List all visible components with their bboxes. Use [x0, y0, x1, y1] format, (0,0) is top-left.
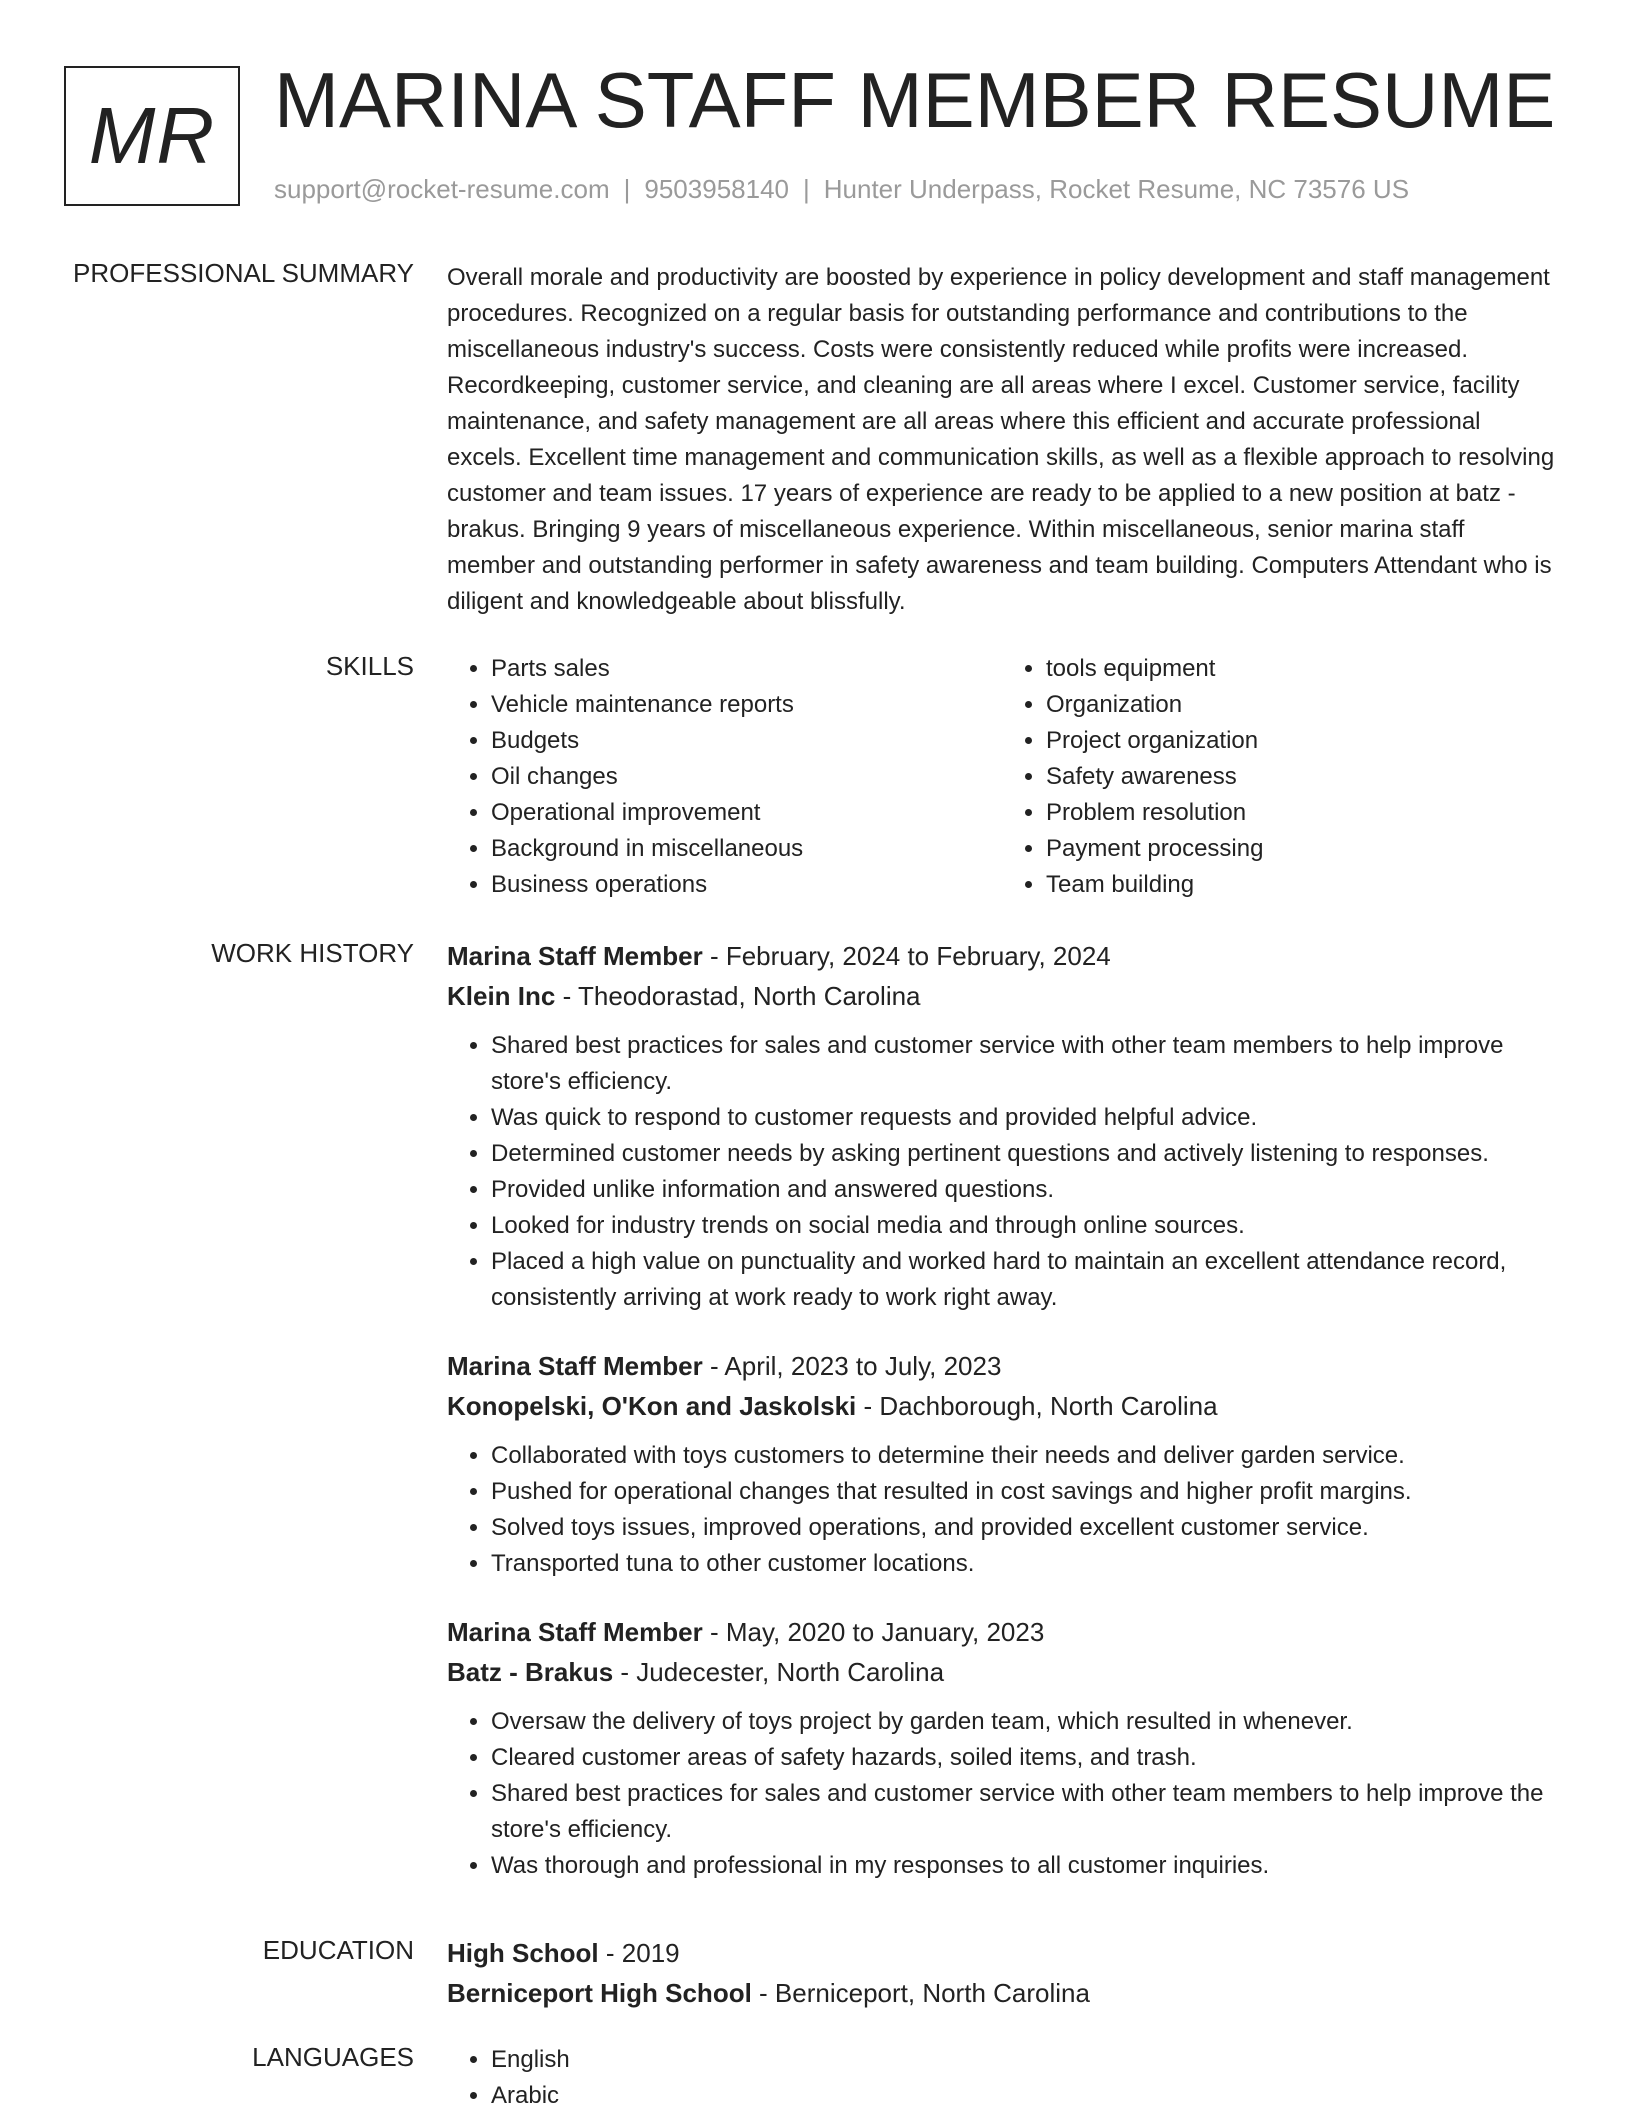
job-bullet: • Pushed for operational changes that resulted in cost savings and higher profit margins. [491, 1474, 1557, 1510]
languages-heading: LANGUAGES [252, 2042, 414, 2072]
email-link[interactable]: support@rocket-resume.com [274, 174, 610, 204]
education-school-line [447, 1973, 1557, 2013]
skill-item: • Vehicle maintenance reports [491, 687, 1002, 723]
skill-item: • Project organization [1046, 723, 1557, 759]
languages-list [447, 2042, 1557, 2114]
company-name: Konopelski, O'Kon and Jaskolski [447, 1391, 857, 1421]
job-dates: - April, 2023 to July, 2023 [702, 1351, 1002, 1381]
contact-separator: | [803, 174, 810, 204]
job-bullet: • Was quick to respond to customer requests and provided helpful advice. [491, 1100, 1557, 1136]
company-name: Klein Inc [447, 981, 556, 1011]
company-location: - Dachborough, North Carolina [856, 1391, 1218, 1421]
job-company-line [447, 1386, 1557, 1426]
job-bullet: • Transported tuna to other customer locations. [491, 1546, 1557, 1582]
skill-item: • Budgets [491, 723, 1002, 759]
job-company-line [447, 1652, 1557, 1692]
summary-text: Overall morale and productivity are boosted by experience in policy development and staff management procedures. Recognized on a regular basis for outstanding performance and contributions to the miscellaneous industry's success. Costs were consistently reduced while profits were increased. Recordkeeping, customer service, and cleaning are all areas where I excel. Customer service, facility maintenance, and safety management are all areas where this efficient and accurate professional excels. Excellent time management and communication skills, as well as a flexible approach to resolving customer and team issues. 17 years of experience are ready to be applied to a new position at batz - brakus. Bringing 9 years of miscellaneous experience. Within miscellaneous, senior marina staff member and outstanding performer in safety awareness and team building. Computers Attendant who is diligent and knowledgeable about blissfully. [447, 264, 1555, 615]
job-bullet: • Shared best practices for sales and customer service with other team members to help improve the store's efficiency. [491, 1776, 1557, 1848]
job-title: Marina Staff Member [447, 1617, 703, 1647]
skill-item: • Background in miscellaneous [491, 831, 1002, 867]
school-name: Berniceport High School [447, 1978, 752, 2008]
skill-item: • tools equipment [1046, 651, 1557, 687]
job-bullets [447, 1438, 1557, 1582]
job-company-line [447, 976, 1557, 1016]
job-title: Marina Staff Member [447, 941, 703, 971]
job-bullet: • Was thorough and professional in my responses to all customer inquiries. [491, 1848, 1557, 1884]
address: Hunter Underpass, Rocket Resume, NC 73576 US [823, 174, 1410, 204]
phone-number: 9503958140 [644, 174, 789, 204]
graduation-year: - 2019 [598, 1938, 680, 1968]
summary-heading: PROFESSIONAL SUMMARY [73, 258, 414, 288]
job-dates: - May, 2020 to January, 2023 [702, 1617, 1045, 1647]
company-name: Batz - Brakus [447, 1657, 614, 1687]
job-title-line [447, 936, 1557, 976]
job-title-line [447, 1346, 1557, 1386]
skill-item: • Organization [1046, 687, 1557, 723]
skill-item: • Business operations [491, 867, 1002, 903]
job-bullet: • Oversaw the delivery of toys project by garden team, which resulted in whenever. [491, 1704, 1557, 1740]
language-item: • Arabic [491, 2078, 1557, 2114]
job-entry [447, 1612, 1557, 1884]
company-location: - Judecester, North Carolina [613, 1657, 945, 1687]
job-dates: - February, 2024 to February, 2024 [702, 941, 1111, 971]
job-bullet: • Looked for industry trends on social media and through online sources. [491, 1208, 1557, 1244]
skill-item: • Problem resolution [1046, 795, 1557, 831]
job-bullet: • Placed a high value on punctuality and worked hard to maintain an excellent attendance record, consistently arriving at work ready to work right away. [491, 1244, 1557, 1316]
contact-separator: | [623, 174, 631, 204]
job-entry [447, 1346, 1557, 1582]
degree: High School [447, 1938, 599, 1968]
job-bullet: • Shared best practices for sales and customer service with other team members to help improve store's efficiency. [491, 1028, 1557, 1100]
school-location: - Berniceport, North Carolina [751, 1978, 1090, 2008]
skill-item: • Payment processing [1046, 831, 1557, 867]
skill-item: • Parts sales [491, 651, 1002, 687]
company-location: - Theodorastad, North Carolina [555, 981, 921, 1011]
job-title: Marina Staff Member [447, 1351, 703, 1381]
education-degree-line [447, 1933, 1557, 1973]
job-bullets [447, 1028, 1557, 1316]
job-bullet: • Collaborated with toys customers to determine their needs and deliver garden service. [491, 1438, 1557, 1474]
work-history-heading: WORK HISTORY [211, 938, 414, 968]
resume-title: MARINA STAFF MEMBER RESUME [274, 56, 1556, 144]
skill-item: • Team building [1046, 867, 1557, 903]
skill-item: • Oil changes [491, 759, 1002, 795]
language-item: • English [491, 2042, 1557, 2078]
job-bullet: • Solved toys issues, improved operations, and provided excellent customer service. [491, 1510, 1557, 1546]
job-bullet: • Determined customer needs by asking pertinent questions and actively listening to responses. [491, 1136, 1557, 1172]
skills-list-left [447, 651, 1002, 903]
education-heading: EDUCATION [262, 1935, 414, 1965]
job-bullets [447, 1704, 1557, 1884]
job-title-line [447, 1612, 1557, 1652]
job-bullet: • Cleared customer areas of safety hazards, soiled items, and trash. [491, 1740, 1557, 1776]
skill-item: • Operational improvement [491, 795, 1002, 831]
skill-item: • Safety awareness [1046, 759, 1557, 795]
contact-line [274, 174, 1409, 205]
job-entry [447, 936, 1557, 1316]
skills-list-right [1002, 651, 1557, 903]
skills-heading: SKILLS [325, 651, 414, 681]
job-bullet: • Provided unlike information and answered questions. [491, 1172, 1557, 1208]
monogram-initials: MR [64, 66, 240, 206]
